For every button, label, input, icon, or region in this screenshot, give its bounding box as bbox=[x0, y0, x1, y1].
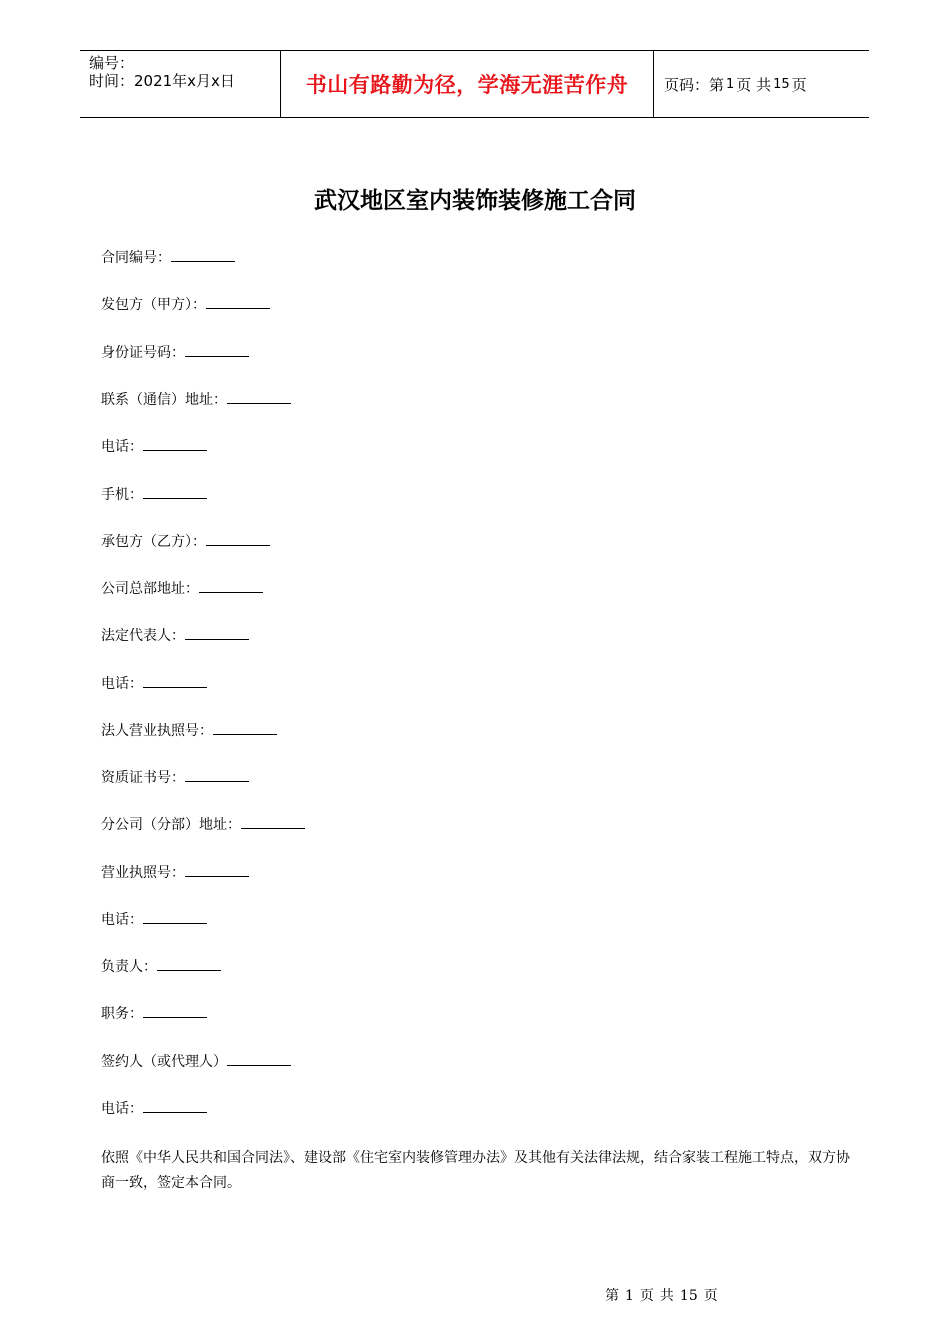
field-label: 电话： bbox=[101, 676, 143, 692]
fill-blank bbox=[206, 296, 270, 309]
field-label: 身份证号码： bbox=[101, 345, 185, 361]
footer-word-ye: 页 bbox=[639, 1288, 654, 1304]
footer-word-di: 第 bbox=[605, 1288, 619, 1304]
field-label: 电话： bbox=[101, 1101, 143, 1117]
fill-blank bbox=[185, 769, 249, 782]
field-label: 负责人： bbox=[101, 959, 157, 975]
page-total: 15 bbox=[773, 76, 790, 92]
field-position bbox=[101, 1005, 207, 1023]
field-label: 签约人（或代理人） bbox=[101, 1054, 227, 1070]
page-suffix: 页 bbox=[791, 75, 807, 94]
field-phone-a bbox=[101, 438, 207, 456]
field-label: 分公司（分部）地址： bbox=[101, 817, 241, 833]
fill-blank bbox=[143, 438, 207, 451]
document-date: 时间：2021年x月x日 bbox=[89, 72, 235, 90]
field-branch-address bbox=[101, 816, 305, 834]
field-label: 电话： bbox=[101, 439, 143, 455]
field-phone-signatory bbox=[101, 1100, 207, 1118]
field-business-license-legal bbox=[101, 722, 277, 740]
page-header bbox=[80, 50, 869, 118]
document-number-label: 编号： bbox=[89, 54, 135, 72]
field-label: 职务： bbox=[101, 1006, 143, 1022]
field-label: 发包方（甲方）： bbox=[101, 297, 206, 313]
field-label: 营业执照号： bbox=[101, 865, 185, 881]
footer-word-ye-end: 页 bbox=[703, 1288, 718, 1304]
fill-blank bbox=[157, 958, 221, 971]
header-motto: 书山有路勤为径，学海无涯苦作舟 bbox=[280, 51, 654, 117]
fill-blank bbox=[143, 486, 207, 499]
field-label: 法人营业执照号： bbox=[101, 723, 213, 739]
fill-blank bbox=[241, 816, 305, 829]
header-page-info bbox=[654, 51, 869, 117]
fill-blank bbox=[206, 533, 270, 546]
fill-blank bbox=[185, 627, 249, 640]
field-legal-representative bbox=[101, 627, 249, 645]
field-mobile bbox=[101, 486, 207, 504]
field-label: 承包方（乙方）： bbox=[101, 534, 206, 550]
intro-paragraph: 依照《中华人民共和国合同法》、建设部《住宅室内装修管理办法》及其他有关法律法规，结合家装工程施工特点，双方协商一致，签定本合同。 bbox=[101, 1150, 850, 1191]
field-id-number bbox=[101, 344, 249, 362]
field-phone-branch bbox=[101, 911, 207, 929]
field-label: 法定代表人： bbox=[101, 628, 185, 644]
field-label: 合同编号： bbox=[101, 250, 171, 266]
fill-blank bbox=[143, 675, 207, 688]
field-person-in-charge bbox=[101, 958, 221, 976]
fill-blank bbox=[185, 864, 249, 877]
field-contact-address bbox=[101, 391, 291, 409]
page-footer bbox=[605, 1285, 724, 1305]
field-label: 电话： bbox=[101, 912, 143, 928]
field-phone-b bbox=[101, 675, 207, 693]
footer-word-gong: 共 bbox=[659, 1288, 674, 1304]
fill-blank bbox=[143, 911, 207, 924]
field-hq-address bbox=[101, 580, 263, 598]
field-label: 手机： bbox=[101, 487, 143, 503]
footer-current-page: 1 bbox=[625, 1288, 634, 1304]
fill-blank bbox=[171, 249, 235, 262]
page-prefix: 页码：第 bbox=[664, 75, 725, 94]
field-label: 资质证书号： bbox=[101, 770, 185, 786]
page-mid: 页 共 bbox=[736, 75, 772, 94]
fill-blank bbox=[199, 580, 263, 593]
contract-title: 武汉地区室内装饰装修施工合同 bbox=[314, 188, 636, 214]
fill-blank bbox=[143, 1005, 207, 1018]
page-current: 1 bbox=[726, 76, 735, 92]
field-party-b bbox=[101, 533, 270, 551]
field-signatory bbox=[101, 1053, 291, 1071]
field-business-license bbox=[101, 864, 249, 882]
field-label: 公司总部地址： bbox=[101, 581, 199, 597]
footer-total-pages: 15 bbox=[679, 1288, 698, 1304]
fill-blank bbox=[213, 722, 277, 735]
header-meta bbox=[80, 51, 280, 117]
field-party-a bbox=[101, 296, 270, 314]
fill-blank bbox=[143, 1100, 207, 1113]
fill-blank bbox=[227, 1053, 291, 1066]
field-label: 联系（通信）地址： bbox=[101, 392, 227, 408]
fill-blank bbox=[185, 344, 249, 357]
field-qualification-cert bbox=[101, 769, 249, 787]
fill-blank bbox=[227, 391, 291, 404]
field-contract-number bbox=[101, 249, 235, 267]
